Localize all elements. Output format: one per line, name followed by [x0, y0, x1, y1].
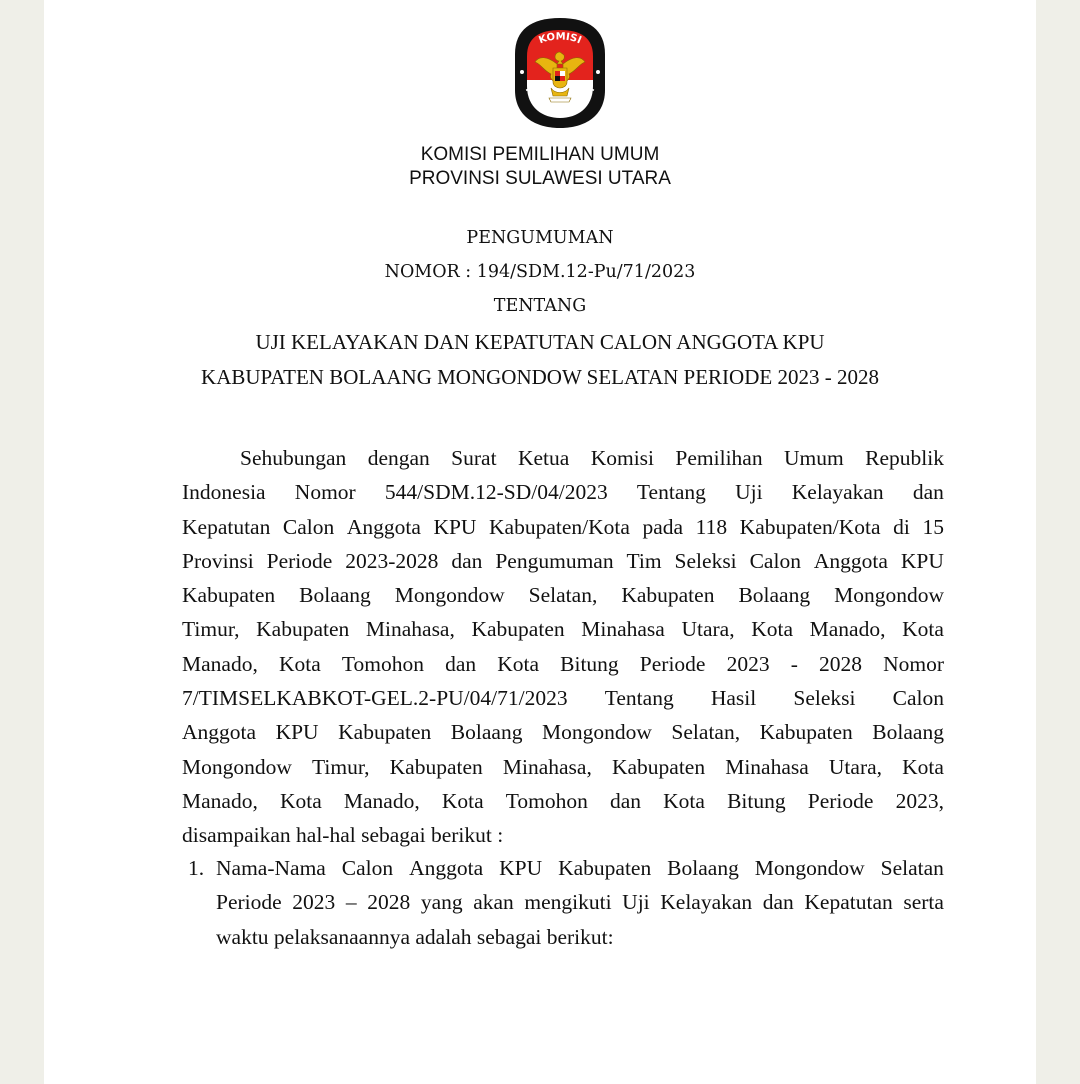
logo-text-top: KOMISI	[537, 31, 583, 47]
letterhead-line1: KOMISI PEMILIHAN UMUM	[420, 144, 660, 165]
body-paragraph	[182, 441, 944, 853]
announcement-number: NOMOR : 194/SDM.12-Pu/71/2023	[384, 262, 696, 282]
letterhead-line2: PROVINSI SULAWESI UTARA	[409, 168, 671, 189]
text-line: disampaikan hal-hal sebagai berikut :	[182, 823, 504, 848]
text-line: Indonesia Nomor 544/SDM.12-SD/04/2023 Tentang Uji Kelayakan dan	[182, 480, 944, 505]
text-line: Provinsi Periode 2023-2028 dan Pengumuman Tim Seleksi Calon Anggota KPU	[182, 548, 944, 573]
announcement-subject-line2: KABUPATEN BOLAANG MONGONDOW SELATAN PERIODE 2023 - 2028	[201, 365, 879, 389]
list-item-number: 1.	[188, 856, 205, 880]
text-line: 7/TIMSELKABKOT-GEL.2-PU/04/71/2023 Tentang Hasil Seleksi Calon	[182, 686, 944, 711]
text-line: Sehubungan dengan Surat Ketua Komisi Pemilihan Umum Republik	[240, 446, 944, 470]
text-line: Manado, Kota Tomohon dan Kota Bitung Periode 2023 - 2028 Nomor	[182, 651, 944, 676]
logo-text-bottom: PEMILIHAN UMUM	[522, 85, 598, 118]
list-item-body	[216, 851, 944, 954]
text-line: Timur, Kabupaten Minahasa, Kabupaten Minahasa Utara, Kota Manado, Kota	[182, 617, 944, 642]
text-line: Kepatutan Calon Anggota KPU Kabupaten/Kota pada 118 Kabupaten/Kota di 15	[182, 514, 944, 539]
logo-dot-right	[596, 70, 600, 74]
text-line: Nama-Nama Calon Anggota KPU Kabupaten Bolaang Mongondow Selatan	[216, 856, 944, 880]
text-line: Mongondow Timur, Kabupaten Minahasa, Kabupaten Minahasa Utara, Kota	[182, 754, 944, 779]
text-line: waktu pelaksanaannya adalah sebagai berikut:	[216, 924, 614, 949]
text-line: Kabupaten Bolaang Mongondow Selatan, Kabupaten Bolaang Mongondow	[182, 583, 944, 608]
kpu-logo	[513, 16, 607, 130]
announcement-title: PENGUMUMAN	[466, 228, 614, 248]
announcement-subject-line1: UJI KELAYAKAN DAN KEPATUTAN CALON ANGGOTA KPU	[255, 330, 825, 354]
text-line: Periode 2023 – 2028 yang akan mengikuti Uji Kelayakan dan Kepatutan serta	[216, 890, 944, 915]
announcement-about: TENTANG	[493, 296, 587, 316]
text-line: Manado, Kota Manado, Kota Tomohon dan Kota Bitung Periode 2023,	[182, 788, 944, 813]
logo-dot-left	[520, 70, 524, 74]
text-line: Anggota KPU Kabupaten Bolaang Mongondow Selatan, Kabupaten Bolaang	[182, 720, 944, 745]
